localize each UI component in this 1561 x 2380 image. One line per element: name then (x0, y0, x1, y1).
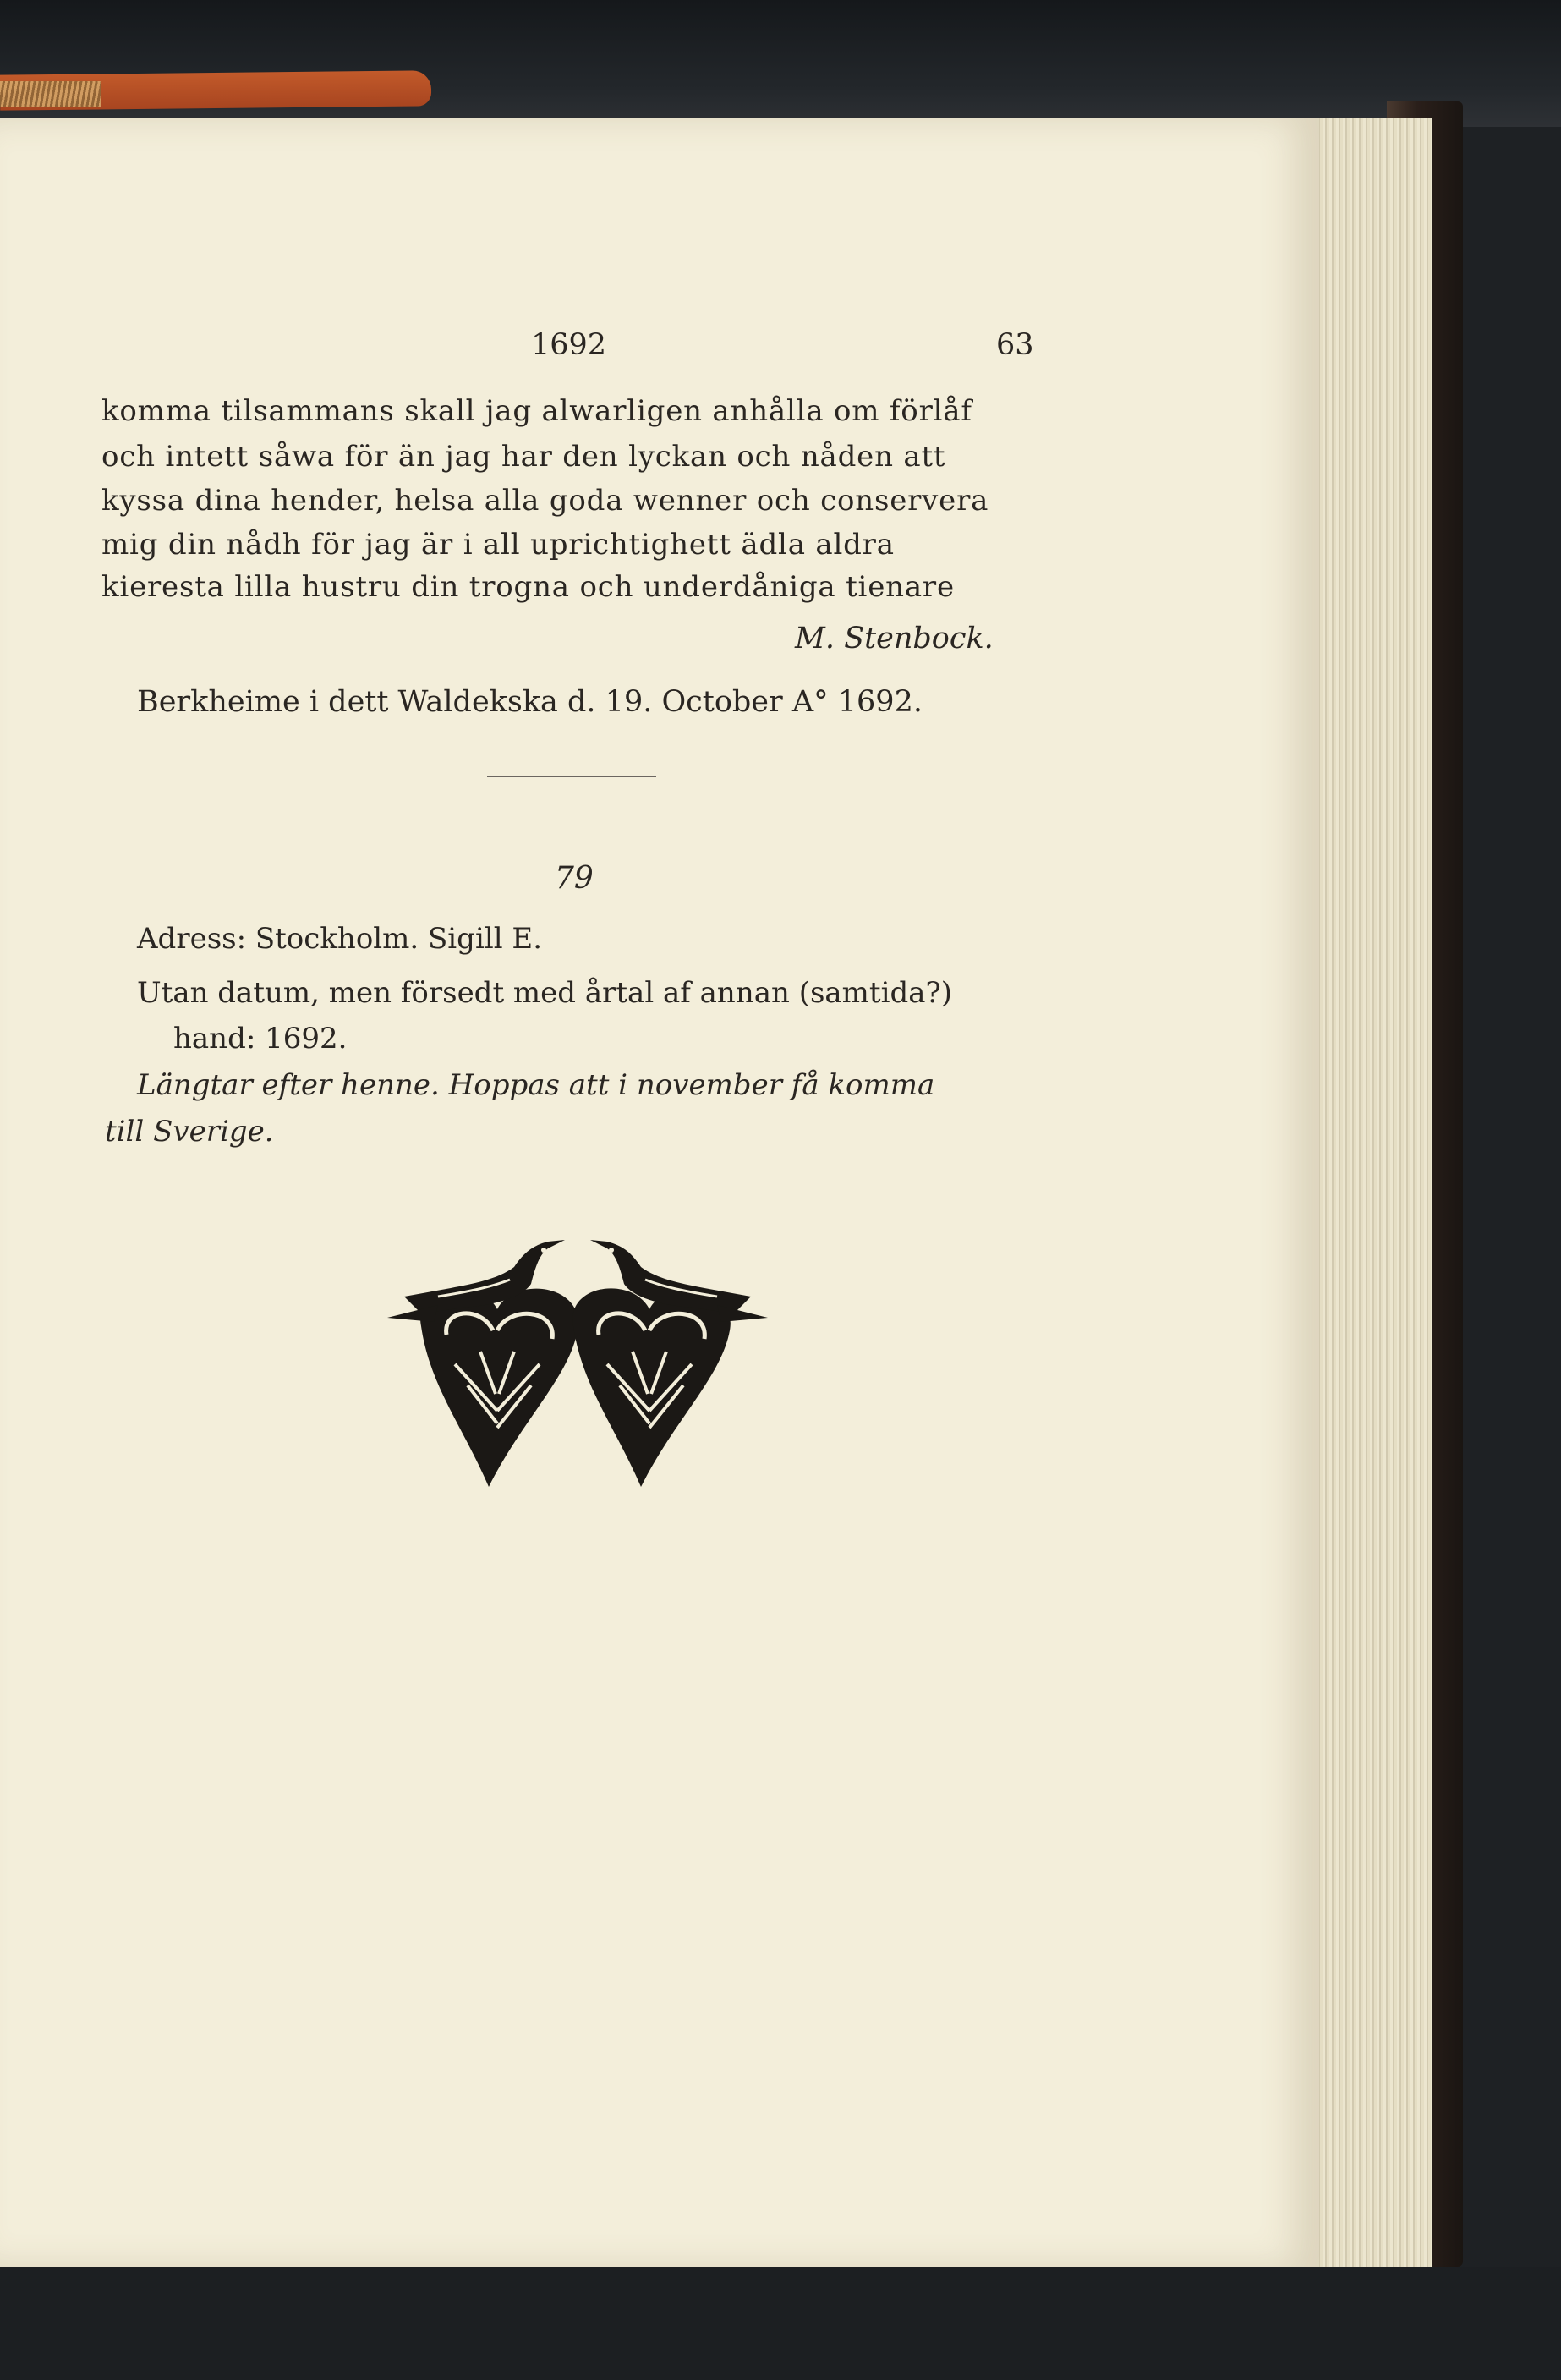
ribbon-fray (0, 81, 101, 107)
summary-line: till Sverige. (105, 1115, 274, 1149)
address-line: Adress: Stockholm. Sigill E. (137, 922, 543, 956)
signature: M. Stenbock. (795, 622, 994, 655)
section-divider (487, 776, 656, 777)
two-birds-on-hearts-vignette-icon (387, 1216, 768, 1495)
letter-line: och intett såwa för än jag har den lyckan och nåden att (101, 440, 946, 474)
page-number: 63 (996, 328, 1034, 362)
letter-line: kieresta lilla hustru din trogna och underdåniga tienare (101, 570, 955, 604)
letter-line: komma tilsammans skall jag alwarligen anhålla om förlåf (101, 394, 972, 428)
running-head: 1692 (531, 328, 607, 362)
note-line: Utan datum, men försedt med årtal af annan (samtida?) (137, 976, 952, 1010)
place-date-line: Berkheime i dett Waldekska d. 19. October A° 1692. (137, 685, 923, 719)
note-line: hand: 1692. (173, 1022, 348, 1056)
summary-line: Längtar efter henne. Hoppas att i november få komma (137, 1068, 935, 1102)
letter-line: kyssa dina hender, helsa alla goda wenner och conservera (101, 484, 989, 518)
page-block-edge (1309, 118, 1432, 2267)
letter-line: mig din nådh för jag är i all uprichtighett ädla aldra (101, 528, 895, 562)
entry-number: 79 (555, 861, 594, 896)
table-surface (0, 2267, 1561, 2380)
